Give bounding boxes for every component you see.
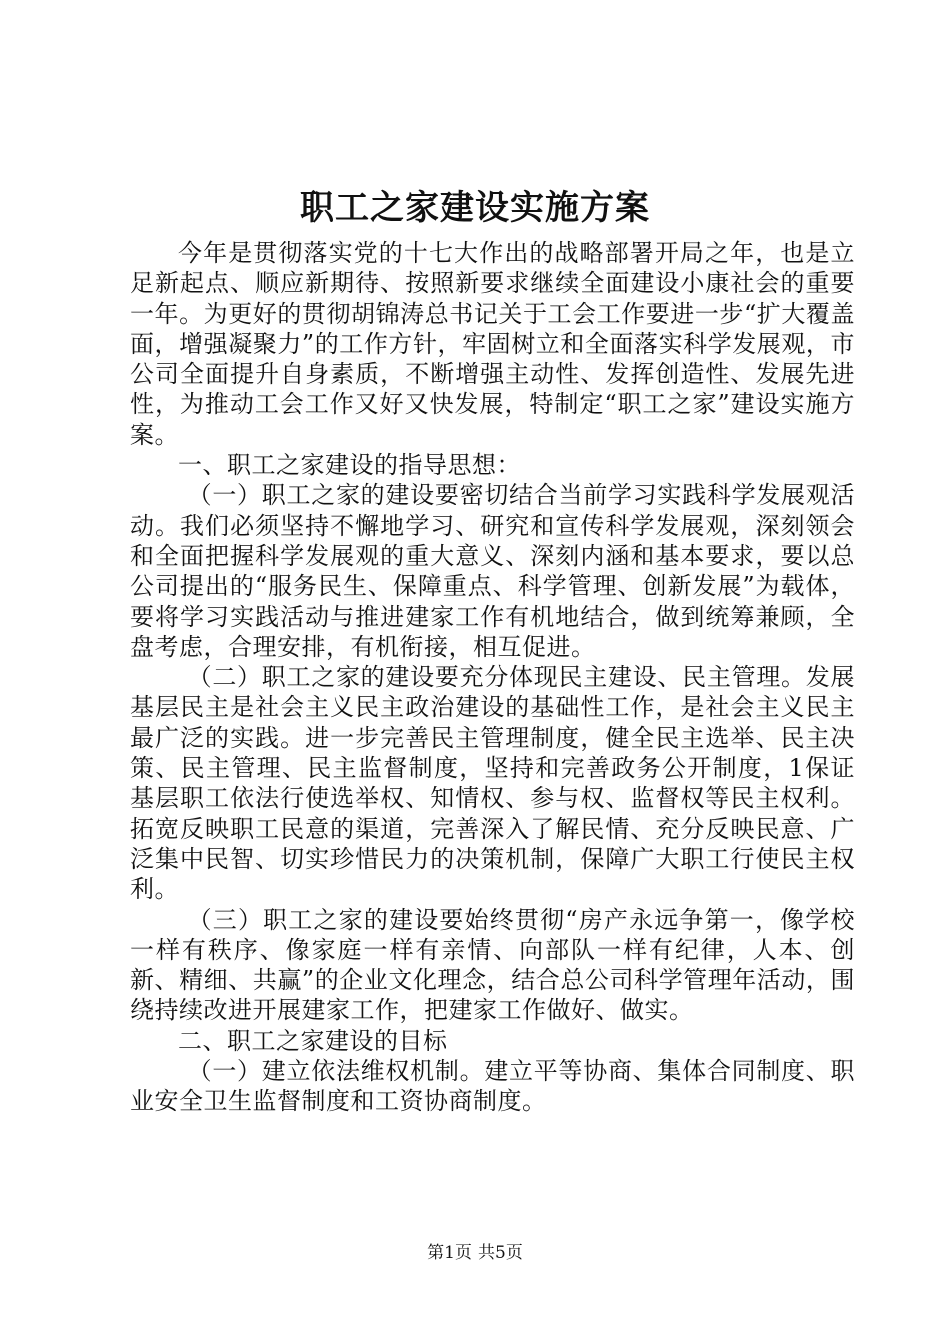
paragraph-point-3: （三）职工之家的建设要始终贯彻“房产永远争第一，像学校一样有秩序、像家庭一样有亲情、向部队一样有纪律，人本、创新、精细、共赢”的企业文化理念，结合总公司科学管理年活动，围绕持续改进开展建家工作，把建家工作做好、做实。 <box>130 905 855 1025</box>
document-title: 职工之家建设实施方案 <box>300 188 650 228</box>
paragraph-point-2: （二）职工之家的建设要充分体现民主建设、民主管理。发展基层民主是社会主义民主政治建设的基础性工作，是社会主义民主最广泛的实践。进一步完善民主管理制度，健全民主选举、民主决策、民主管理、民主监督制度，坚持和完善政务公开制度，1保证基层职工依法行使选举权、知情权、参与权、监督权等民主权利。拓宽反映职工民意的渠道，完善深入了解民情、充分反映民意、广泛集中民智、切实珍惜民力的决策机制，保障广大职工行使民主权利。 <box>130 663 855 904</box>
page-number-current: 第1页 <box>427 1243 472 1263</box>
page-number-total: 共5页 <box>478 1243 523 1263</box>
document-body <box>130 238 855 1117</box>
paragraph-point-1: （一）职工之家的建设要密切结合当前学习实践科学发展观活动。我们必须坚持不懈地学习、研究和宣传科学发展观，深刻领会和全面把握科学发展观的重大意义、深刻内涵和基本要求，要以总公司提出的“服务民生、保障重点、科学管理、创新发展”为载体，要将学习实践活动与推进建家工作有机地结合，做到统筹兼顾，全盘考虑，合理安排，有机衔接，相互促进。 <box>130 481 855 661</box>
paragraph-goal-1: （一）建立依法维权机制。建立平等协商、集体合同制度、职业安全卫生监督制度和工资协商制度。 <box>130 1057 855 1116</box>
section-heading-guiding-ideology: 一、职工之家建设的指导思想： <box>178 451 521 480</box>
page-footer <box>0 1241 950 1265</box>
paragraph-intro: 今年是贯彻落实党的十七大作出的战略部署开局之年，也是立足新起点、顺应新期待、按照新要求继续全面建设小康社会的重要一年。为更好的贯彻胡锦涛总书记关于工会工作要进一步“扩大覆盖面，增强凝聚力”的工作方针，牢固树立和全面落实科学发展观，市公司全面提升自身素质，不断增强主动性、发挥创造性、发展先进性，为推动工会工作又好又快发展，特制定“职工之家”建设实施方案。 <box>130 239 855 449</box>
section-heading-goals: 二、职工之家建设的目标 <box>178 1026 448 1055</box>
